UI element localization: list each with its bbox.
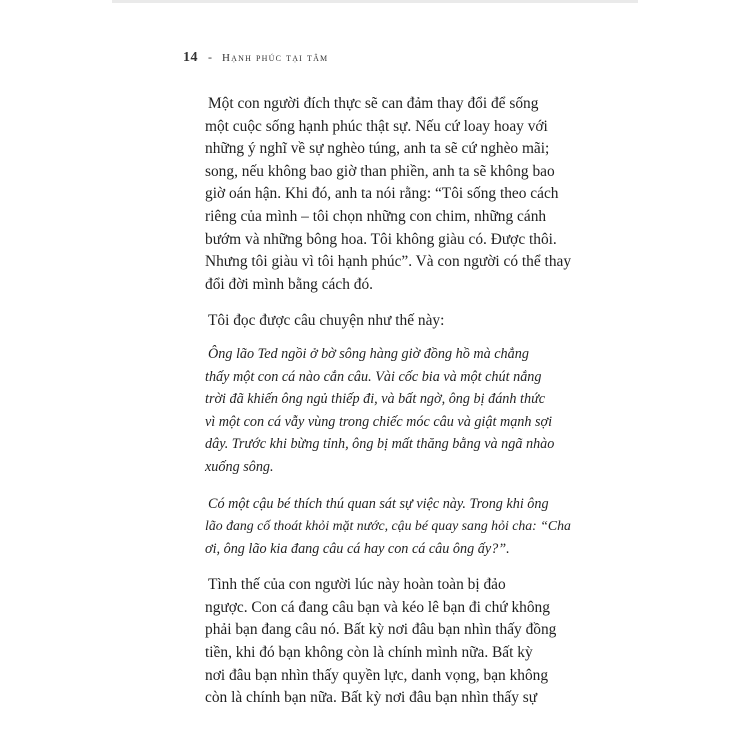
paragraph-5: [205, 574, 575, 710]
text-line: dây. Trước khi bừng tỉnh, ông bị mất thăng bằng và ngã nhào: [205, 436, 555, 453]
text-line: Nhưng tôi giàu vì tôi hạnh phúc”. Và con người có thể thay: [205, 253, 572, 271]
text-line: ơi, ông lão kia đang câu cá hay con cá câu ông ấy?”.: [205, 540, 510, 557]
story-paragraph-1: [205, 343, 575, 479]
text-line: ngược. Con cá đang câu bạn và kéo lê bạn đi chứ không: [205, 598, 550, 616]
running-head: [183, 48, 328, 66]
text-line: Ông lão Ted ngồi ở bờ sông hàng giờ đồng hồ mà chẳng: [208, 345, 529, 362]
text-line: phải bạn đang câu nó. Bất kỳ nơi đâu bạn nhìn thấy đồng: [205, 621, 557, 639]
text-line: trời đã khiến ông ngủ thiếp đi, và bất ngờ, ông bị đánh thức: [205, 391, 546, 408]
text-line: Tôi đọc được câu chuyện như thế này:: [208, 312, 445, 330]
text-line: Tình thế của con người lúc này hoàn toàn bị đảo: [208, 576, 506, 594]
text-line: thấy một con cá nào cắn câu. Vài cốc bia và một chút nắng: [205, 368, 542, 385]
top-edge-rule: [112, 0, 638, 3]
text-line: giờ oán hận. Khi đó, anh ta nói rằng: “Tôi sống theo cách: [205, 185, 559, 203]
text-line: những ý nghĩ về sự nghèo túng, anh ta sẽ cứ nghèo mãi;: [205, 140, 550, 158]
body-text: [205, 93, 575, 710]
text-line: Một con người đích thực sẽ can đảm thay đổi để sống: [208, 95, 539, 112]
text-line: song, nếu không bao giờ than phiền, anh ta sẽ không bao: [205, 162, 555, 180]
text-line: còn là chính bạn nữa. Bất kỳ nơi đâu bạn nhìn thấy sự: [205, 689, 538, 707]
text-line: riêng của mình – tôi chọn những con chim, những cánh: [205, 207, 547, 225]
book-title: Hạnh phúc tại tâm: [222, 52, 329, 64]
text-line: bướm và những bông hoa. Tôi không giàu có. Được thôi.: [205, 230, 557, 248]
text-line: xuống sông.: [205, 458, 274, 475]
text-line: nơi đâu bạn nhìn thấy quyền lực, danh vọng, bạn không: [205, 666, 549, 684]
paragraph-1: [205, 93, 575, 296]
text-line: một cuộc sống hạnh phúc thật sự. Nếu cứ loay hoay với: [205, 117, 548, 135]
story-paragraph-2: [205, 493, 575, 561]
text-line: tiền, khi đó bạn không còn là chính mình nữa. Bất kỳ: [205, 644, 533, 662]
text-line: vì một con cá vẫy vùng trong chiếc móc câu và giật mạnh sợi: [205, 413, 553, 430]
paragraph-2: [205, 310, 575, 333]
header-separator: -: [208, 50, 212, 64]
text-line: lão đang cố thoát khỏi mặt nước, cậu bé quay sang hỏi cha: “Cha: [205, 518, 571, 534]
text-line: Có một cậu bé thích thú quan sát sự việc này. Trong khi ông: [208, 495, 549, 512]
text-line: đổi đời mình bằng cách đó.: [205, 275, 373, 293]
page-number: 14: [183, 50, 198, 65]
